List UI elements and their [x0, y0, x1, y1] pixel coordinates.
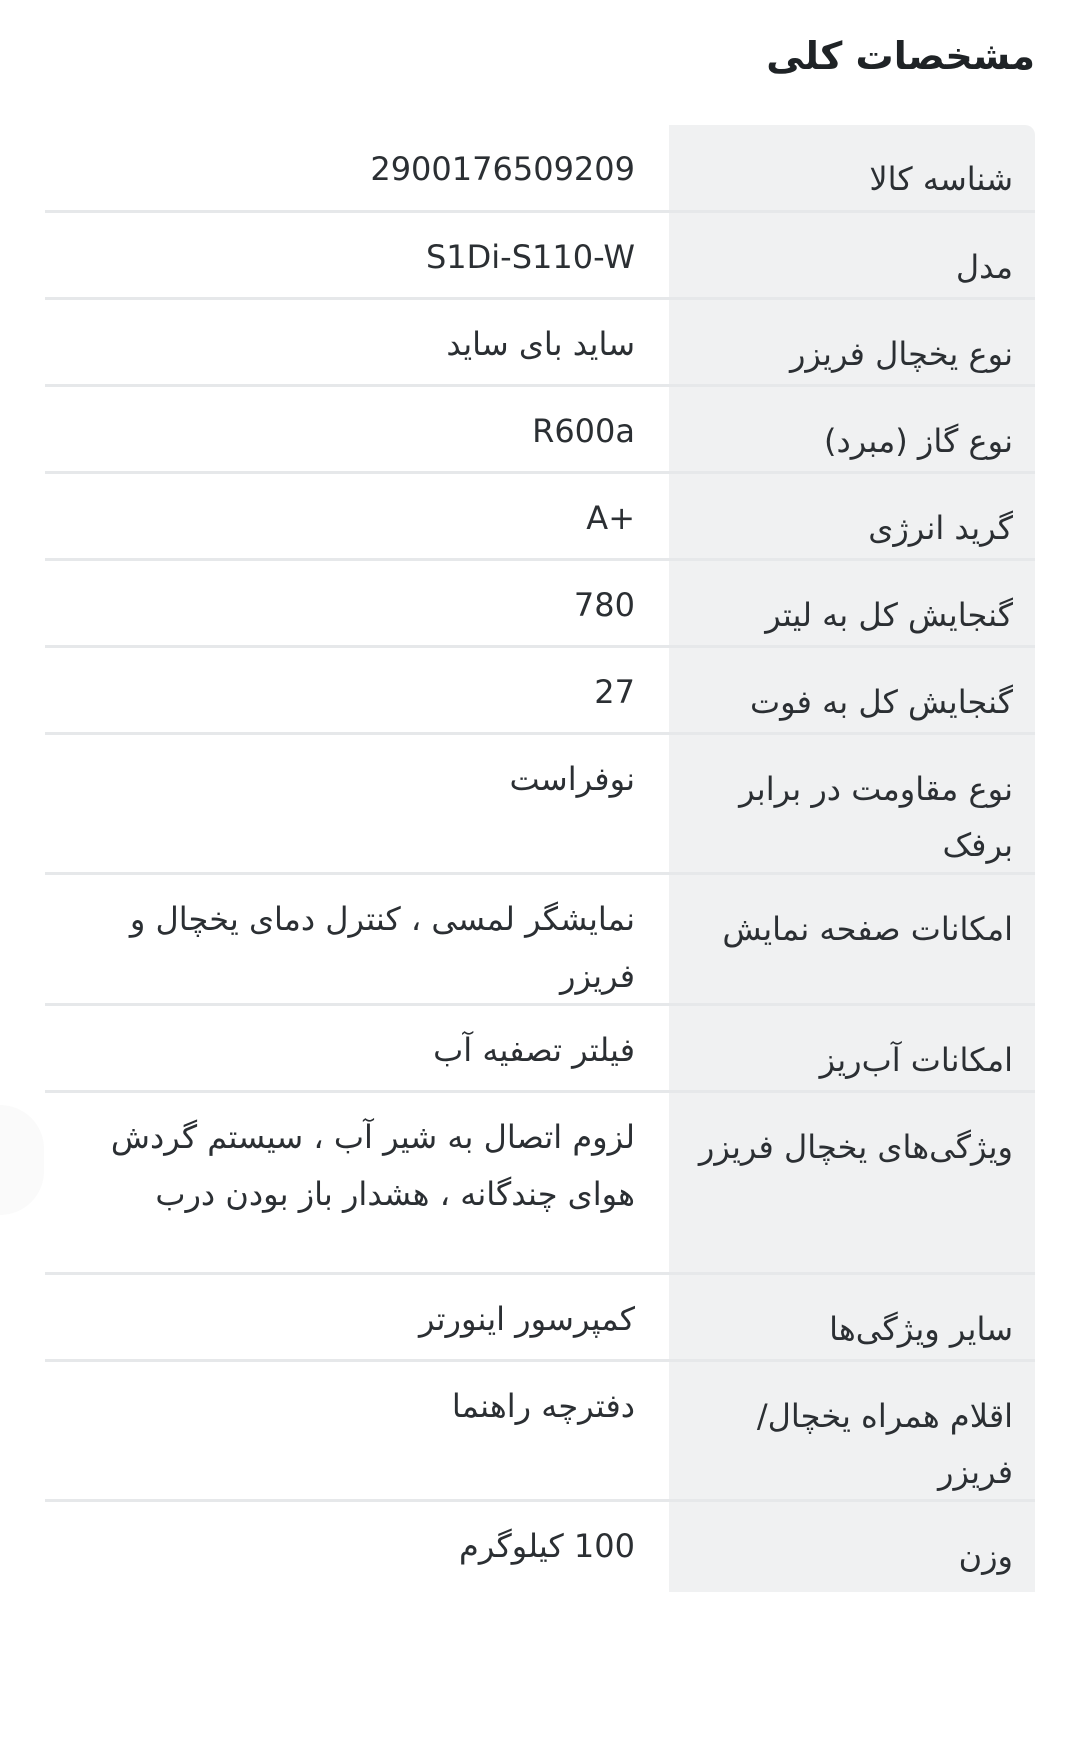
spec-value-text: A+ — [586, 499, 635, 537]
spec-table — [45, 125, 1035, 1592]
spec-row-included-items — [45, 1362, 1035, 1502]
spec-key: ویژگی‌های یخچال فریزر — [669, 1093, 1035, 1272]
spec-row-refrigerant — [45, 387, 1035, 474]
spec-row-dispenser-features — [45, 1006, 1035, 1093]
spec-value-text: 2900176509209 — [370, 150, 635, 188]
spec-value-text: 27 — [594, 673, 635, 711]
spec-key: امکانات صفحه نمایش — [669, 875, 1035, 1003]
spec-key: مدل — [669, 213, 1035, 297]
spec-key: سایر ویژگی‌ها — [669, 1275, 1035, 1359]
spec-value-text: 780 — [573, 586, 635, 624]
spec-row-capacity-feet — [45, 648, 1035, 735]
spec-key: نوع گاز (مبرد) — [669, 387, 1035, 471]
spec-key: گرید انرژی — [669, 474, 1035, 558]
spec-key: گنجایش کل به لیتر — [669, 561, 1035, 645]
spec-value: نوفراست — [509, 760, 635, 798]
spec-value: فیلتر تصفیه آب — [433, 1031, 635, 1069]
spec-row-energy-grade — [45, 474, 1035, 561]
spec-key: امکانات آب‌ریز — [669, 1006, 1035, 1090]
spec-key: نوع یخچال فریزر — [669, 300, 1035, 384]
spec-key: اقلام همراه یخچال/فریزر — [669, 1362, 1035, 1499]
spec-row-display-features — [45, 875, 1035, 1006]
spec-value: نمایشگر لمسی ، کنترل دمای یخچال و فریزر — [129, 900, 635, 995]
spec-row-other-features — [45, 1275, 1035, 1362]
spec-value: 100 کیلوگرم — [459, 1527, 635, 1565]
spec-row-model — [45, 213, 1035, 300]
spec-value — [45, 474, 669, 558]
spec-row-weight — [45, 1502, 1035, 1592]
spec-key: نوع مقاومت در برابر برفک — [669, 735, 1035, 872]
spec-key: گنجایش کل به فوت — [669, 648, 1035, 732]
spec-value — [45, 213, 669, 297]
spec-key: شناسه کالا — [669, 125, 1035, 210]
spec-row-frost-type — [45, 735, 1035, 875]
spec-value: لزوم اتصال به شیر آب ، سیستم گردش هوای چندگانه ، هشدار باز بودن درب — [110, 1118, 635, 1213]
section-title: مشخصات کلی — [766, 34, 1035, 78]
spec-value-text: R600a — [532, 412, 635, 450]
spec-row-fridge-features — [45, 1093, 1035, 1275]
spec-value — [45, 561, 669, 645]
spec-value-text: S1Di-S110-W — [425, 238, 635, 276]
spec-value — [45, 125, 669, 210]
side-scroll-handle[interactable] — [0, 1105, 44, 1215]
spec-row-product-id — [45, 125, 1035, 213]
spec-value — [45, 648, 669, 732]
spec-key: وزن — [669, 1502, 1035, 1592]
spec-row-capacity-liters — [45, 561, 1035, 648]
spec-value: دفترچه راهنما — [451, 1387, 635, 1425]
spec-row-fridge-type — [45, 300, 1035, 387]
spec-value: کمپرسور اینورتر — [418, 1300, 635, 1338]
spec-value: ساید بای ساید — [446, 325, 635, 363]
spec-value — [45, 387, 669, 471]
